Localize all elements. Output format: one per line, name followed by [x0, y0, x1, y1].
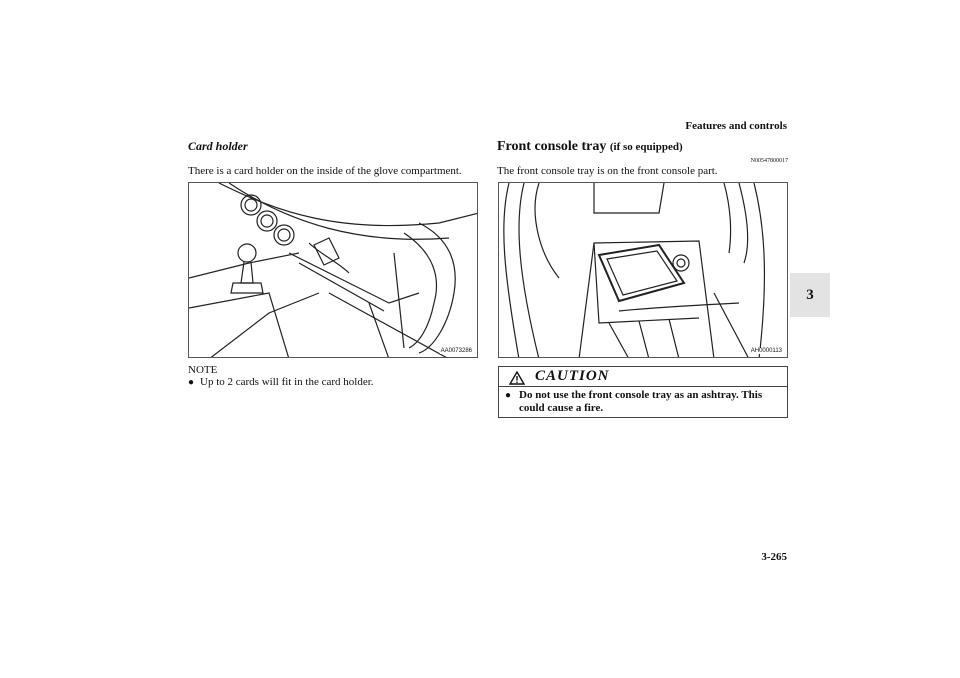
card-holder-section	[188, 136, 478, 178]
note-item	[188, 376, 478, 389]
card-holder-body: There is a card holder on the inside of the glove compartment.	[188, 165, 462, 177]
glove-compartment-drawing	[189, 183, 478, 358]
running-head: Features and controls	[685, 120, 787, 132]
warning-triangle-icon	[509, 371, 525, 385]
figure-code: AH0000113	[750, 348, 782, 354]
card-holder-title: Card holder	[188, 139, 248, 153]
front-console-tray-title	[497, 139, 788, 155]
note-block	[188, 364, 478, 389]
caution-label: CAUTION	[535, 368, 610, 384]
console-tray-illustration	[498, 182, 788, 358]
figure-code: AA0073286	[440, 348, 472, 354]
caution-header	[499, 367, 787, 387]
note-label: NOTE	[188, 364, 218, 376]
chapter-tab: 3	[790, 273, 830, 317]
note-item-text: Up to 2 cards will fit in the card holder.	[200, 376, 374, 388]
bullet-icon: ●	[188, 377, 195, 388]
page-number: 3-265	[761, 551, 787, 563]
front-console-tray-body: The front console tray is on the front console part.	[497, 165, 718, 177]
card-holder-illustration	[188, 182, 478, 358]
front-console-tray-section	[497, 136, 788, 178]
console-tray-drawing	[499, 183, 788, 358]
caution-item	[499, 387, 787, 415]
section-title-suffix: (if so equipped)	[609, 141, 683, 153]
section-title-text: Front console tray	[497, 139, 607, 154]
reference-code: N00547800017	[750, 158, 788, 164]
caution-item-text: Do not use the front console tray as an ashtray. This could cause a fire.	[519, 389, 763, 414]
caution-box	[498, 366, 788, 418]
bullet-icon: ●	[505, 390, 512, 401]
